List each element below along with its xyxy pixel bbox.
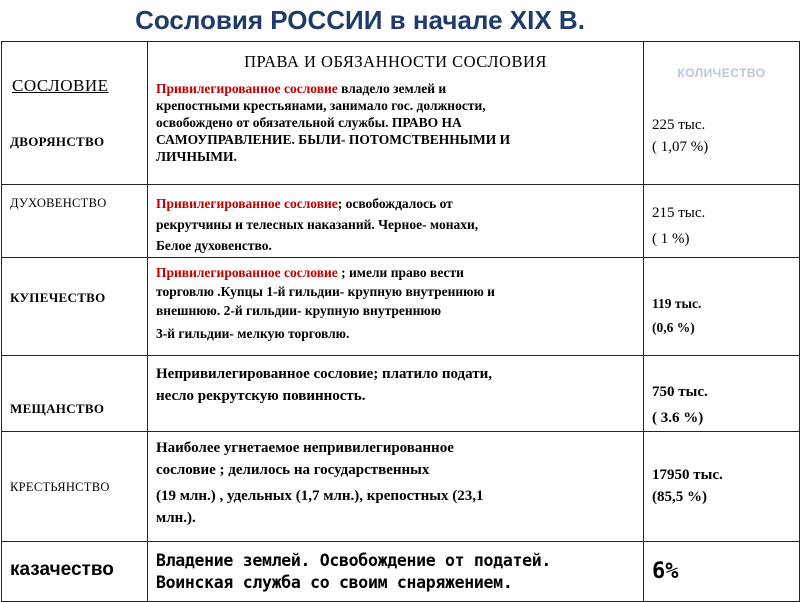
quantity-value: 17950 тыс. (85,5 %) [652,467,723,505]
rights-text: Привилегированное сословие владело землей и крепостными крестьянами, занимало гос. должности, освобождено от обязательной службы. ПРАВО НА САМОУПРАВЛЕНИЕ. БЫЛИ- ПОТОМСТВЕННЫМИ И ЛИЧНЫМИ. [156,81,511,164]
column-header-estate: СОСЛОВИЕ [12,76,109,95]
table-row [2,356,800,432]
quantity-value: 119 тыс. (0,6 %) [652,296,702,335]
table-row [2,258,800,356]
rights-cell [148,542,644,602]
table-row [2,542,800,602]
privileged-label: Привилегированное сословие [156,81,338,96]
estate-cell [2,258,148,356]
quantity-cell [644,542,800,602]
rights-text: Наиболее угнетаемое непривилегированное сословие ; делилось на государственных (19 млн.) , удельных (1,7 млн.), крепостных (23,1 млн.). [156,440,484,526]
rights-text: Непривилегированное сословие; платило подати, несло рекрутскую повинность. [156,366,493,404]
quantity-cell [644,258,800,356]
quantity-value: 225 тыс. ( 1,07 %) [652,117,709,155]
rights-text: Привилегированное сословие; освобождалось от рекрутчины и телесных наказаний. Черное- монахи, Белое духовенство. [156,196,479,253]
rights-cell [148,42,644,185]
rights-text: Привилегированное сословие ; имели право вести торговлю .Купцы 1-й гильдии- крупную внутреннюю и внешнюю. 2-й гильдии- крупную внутреннюю 3-й гильдии- мелкую торговлю. [156,265,495,341]
estate-name: ДВОРЯНСТВО [10,134,105,149]
table-row [2,432,800,542]
rights-cell [148,356,644,432]
column-header-rights: ПРАВА И ОБЯЗАННОСТИ СОСЛОВИЯ [244,52,547,71]
estate-cell [2,432,148,542]
table-row [2,42,800,185]
rights-text: Владение землей. Освобождение от податей. Воинская служба со своим снаряжением. [156,551,551,592]
table-row [2,185,800,258]
estate-cell [2,542,148,602]
quantity-value: 6% [652,559,679,584]
rights-cell [148,185,644,258]
privileged-label: Привилегированное сословие [156,265,338,280]
quantity-value: 750 тыс. ( 3.6 %) [652,384,708,426]
estate-cell [2,356,148,432]
rights-cell [148,432,644,542]
estate-cell [2,42,148,185]
quantity-cell [644,432,800,542]
quantity-cell [644,42,800,185]
page-title: Сословия РОССИИ в начале XIX В. [135,5,585,35]
privileged-label: Привилегированное сословие [156,196,338,211]
quantity-cell [644,356,800,432]
column-header-quantity: КОЛИЧЕСТВО [677,66,766,80]
quantity-cell [644,185,800,258]
estate-cell [2,185,148,258]
estate-name: казачество [10,559,114,580]
estates-table [1,41,800,602]
estate-name: МЕЩАНСТВО [10,401,105,416]
rights-cell [148,258,644,356]
estate-name: КУПЕЧЕСТВО [10,290,106,305]
quantity-value: 215 тыс. ( 1 %) [652,205,706,247]
estate-name: КРЕСТЬЯНСТВО [10,480,110,494]
estate-name: ДУХОВЕНСТВО [10,196,107,210]
